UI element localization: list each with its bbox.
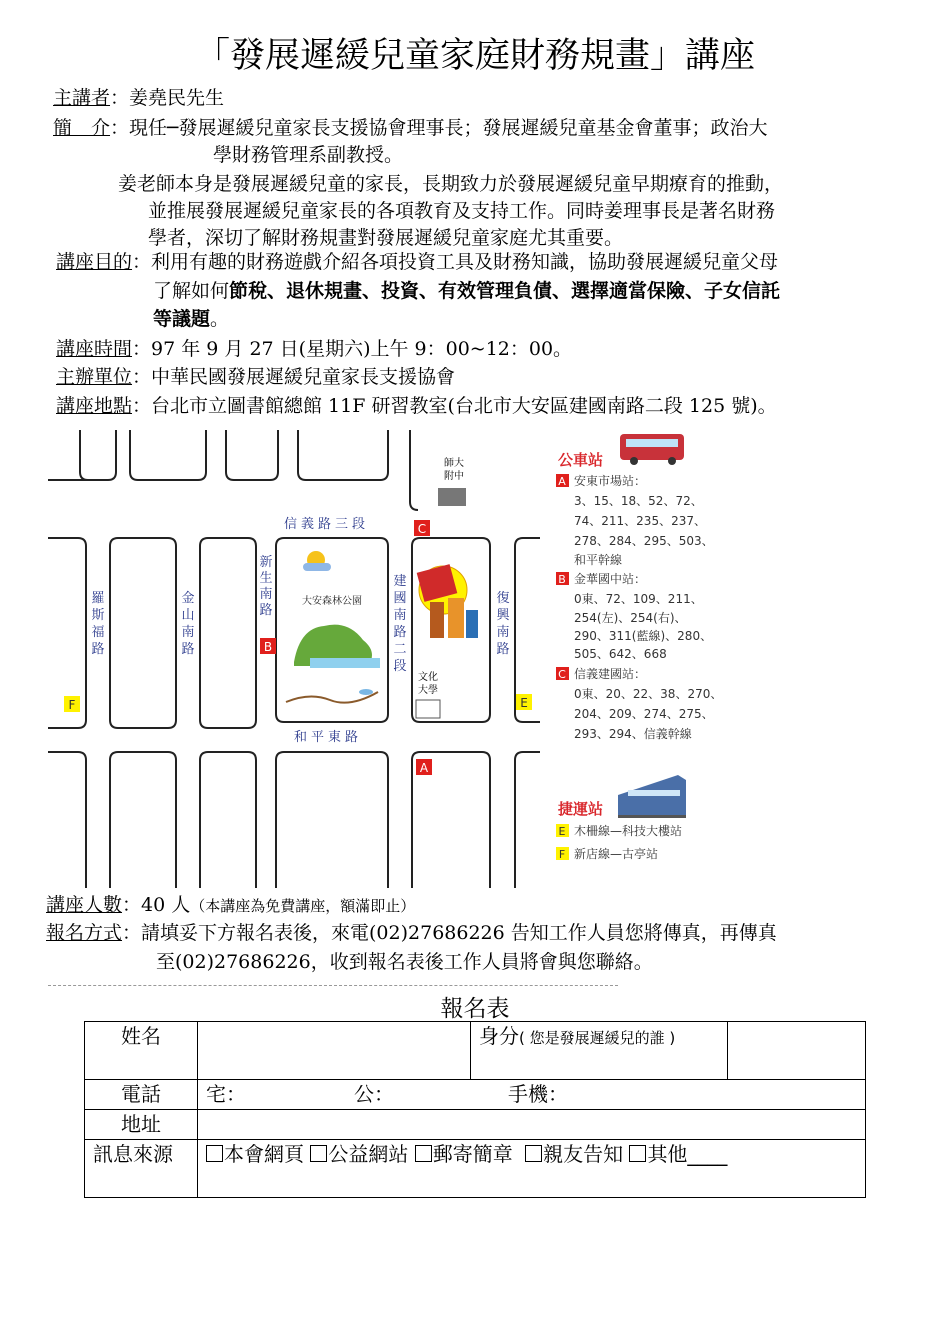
intro-line-1: [53, 114, 767, 142]
train-icon: [618, 775, 686, 818]
road-char: 段: [393, 659, 407, 674]
time-value: ：97 年 9 月 27 日(星期六)上午 9：00~12：00。: [132, 338, 573, 360]
checkbox-icon[interactable]: [206, 1145, 223, 1162]
road-char: 興: [496, 608, 510, 623]
park-illustration: [286, 551, 380, 703]
attendees-value: ：40 人: [122, 894, 191, 916]
road-char: 路: [181, 642, 195, 657]
venue-line: [56, 392, 777, 420]
building-icon: [438, 488, 466, 506]
bus-legend: [556, 434, 722, 741]
checkbox-icon[interactable]: [415, 1145, 432, 1162]
option-friends[interactable]: [525, 1142, 623, 1166]
purpose-label: 講座目的: [56, 251, 133, 273]
name-field[interactable]: [198, 1022, 471, 1080]
road-char: 二: [393, 642, 407, 657]
intro-para-3: 學者，深切了解財務規畫對發展遲緩兒童家庭尤其重要。: [148, 227, 624, 249]
identity-note: ( 您是發展遲緩兒的誰 ): [519, 1029, 676, 1047]
bus-marker-b-label: B: [558, 573, 566, 586]
cut-line: [48, 985, 618, 986]
mrt-heading: 捷運站: [558, 800, 604, 818]
road-char: 山: [181, 608, 195, 623]
name-label: 姓名: [85, 1022, 198, 1080]
option-label: 公益網站: [328, 1142, 409, 1166]
place-shida-2: 附中: [444, 471, 464, 482]
road-jianguo: [393, 573, 406, 674]
library-illustration: [417, 564, 478, 638]
bus-line-list: 0東、72、109、211、: [574, 592, 703, 606]
road-char: 金: [181, 591, 195, 606]
registration-form: [84, 1021, 866, 1198]
road-char: 羅: [91, 591, 105, 606]
identity-label-cell: [471, 1022, 728, 1080]
bus-marker-c-label: C: [558, 668, 566, 681]
mobile-phone-label: 手機：: [508, 1082, 568, 1106]
bus-stop-name: 金華國中站：: [574, 572, 647, 586]
option-label: 郵寄簡章: [432, 1142, 513, 1166]
fish-icon: [359, 689, 373, 695]
checkbox-icon[interactable]: [525, 1145, 542, 1162]
bus-line-list: 278、284、295、503、: [574, 534, 714, 548]
road-char: 路: [393, 625, 407, 640]
purpose-topics: 節稅、退休規畫、投資、有效管理負債、選擇適當保險、子女信託: [229, 280, 781, 302]
option-label: 本會網頁: [224, 1142, 304, 1166]
culture-building: [416, 670, 440, 718]
option-website[interactable]: [206, 1142, 304, 1166]
mrt-stop: 木柵線—科技大樓站: [574, 824, 683, 838]
purpose-text-1: ：利用有趣的財務遊戲介紹各項投資工具及財務知識，協助發展遲緩兒童父母: [132, 251, 779, 273]
bus-marker-a-label: A: [558, 475, 566, 488]
intro-para-1: 姜老師本身是發展遲緩兒童的家長，長期致力於發展遲緩兒童早期療育的推動，: [118, 173, 784, 195]
bus-stop-name: 安東市場站：: [574, 474, 647, 488]
marker-f-label: F: [68, 698, 76, 712]
phone-field[interactable]: [198, 1080, 866, 1110]
place-culture-2: 大學: [418, 685, 438, 696]
park-label: 大安森林公園: [302, 596, 362, 607]
bus-line-list: 0東、20、22、38、270、: [574, 687, 723, 701]
place-culture-1: 文化: [418, 672, 438, 683]
marker-b-label: B: [263, 640, 273, 654]
option-label: 其他____: [647, 1142, 728, 1166]
attendees-note: （本講座為免費講座，額滿即止）: [190, 897, 416, 915]
attendees-label: 講座人數: [46, 894, 123, 916]
intro-label: 簡 介: [53, 117, 111, 139]
road-blocks: [48, 430, 540, 888]
intro-text-1: ：現任─發展遲緩兒童家長支援協會理事長；發展遲緩兒童基金會董事；政治大: [110, 117, 768, 139]
source-label: 訊息來源: [85, 1140, 198, 1198]
intro-para-2: 並推展發展遲緩兒童家長的各項教育及支持工作。同時姜理事長是著名財務: [148, 200, 776, 222]
road-char: 國: [393, 591, 407, 606]
form-title: 報名表: [440, 996, 510, 1022]
purpose-line-2: [153, 277, 780, 305]
road-char: 南: [181, 625, 195, 640]
road-char: 路: [259, 603, 273, 618]
road-jinshan: [181, 590, 194, 657]
bus-line-list: 3、15、18、52、72、: [574, 494, 703, 508]
bus-line-list: 254(左)、254(右)、: [574, 611, 687, 625]
register-text-1: ：請填妥下方報名表後，來電(02)27686226 告知工作人員您將傳真，再傳真: [122, 922, 777, 944]
road-char: 南: [393, 608, 407, 623]
road-char: 南: [259, 587, 273, 602]
option-label: 親友告知: [543, 1142, 624, 1166]
register-text-2: 至(02)27686226，收到報名表後工作人員將會與您聯絡。: [156, 951, 653, 973]
attendees-line: [46, 891, 415, 920]
organizer-label: 主辦單位: [56, 366, 133, 388]
marker-a-label: A: [419, 761, 429, 775]
road-heping: 和平東路: [294, 730, 363, 745]
building-icon: [416, 700, 440, 718]
location-map: [48, 430, 748, 888]
speaker-value: 姜堯民先生: [129, 87, 225, 109]
road-xinyi: 信義路三段: [284, 517, 370, 532]
checkbox-icon[interactable]: [310, 1145, 327, 1162]
venue-value: ：台北市立圖書館總館 11F 研習教室(台北市大安區建國南路二段 125 號)。: [132, 395, 777, 417]
road-luosifu: [91, 591, 104, 657]
road-char: 斯: [91, 608, 105, 623]
bus-line-list: 和平幹線: [574, 553, 623, 567]
mrt-marker-e-label: E: [558, 825, 566, 838]
place-shida-1: 師大: [444, 458, 464, 469]
organizer-line: [56, 363, 455, 391]
register-label: 報名方式: [46, 922, 123, 944]
speaker-label: 主講者: [53, 87, 111, 109]
road-char: 福: [91, 625, 105, 640]
purpose-line-1: [56, 248, 778, 276]
source-options: [198, 1140, 866, 1198]
marker-e-label: E: [520, 696, 528, 710]
purpose-text-2: 了解如何: [153, 280, 230, 302]
purpose-period: 。: [210, 308, 230, 330]
bus-line-list: 293、294、信義幹線: [574, 727, 692, 741]
address-field[interactable]: [198, 1110, 866, 1140]
page-title: 「發展遲緩兒童家庭財務規畫」講座: [194, 36, 755, 76]
road-char: 建: [393, 574, 407, 589]
intro-text-2: 學財務管理系副教授。: [213, 144, 404, 166]
shida-building: [438, 456, 466, 506]
bus-line-list: 290、311(藍線)、280、: [574, 629, 713, 643]
road-char: 生: [259, 571, 273, 586]
marker-c-label: C: [417, 522, 427, 536]
address-label: 地址: [85, 1110, 198, 1140]
home-phone-label: 宅：: [206, 1082, 246, 1106]
road-char: 南: [496, 625, 510, 640]
register-line-1: [46, 919, 777, 947]
organizer-value: ：中華民國發展遲緩兒童家長支援協會: [132, 366, 456, 388]
bus-stop-name: 信義建國站：: [574, 667, 647, 681]
time-label: 講座時間: [56, 338, 133, 360]
time-line: [56, 335, 572, 363]
purpose-line-3: [153, 305, 229, 333]
road-char: 新: [259, 555, 273, 570]
speaker-line: [53, 84, 224, 112]
phone-label: 電話: [85, 1080, 198, 1110]
office-phone-label: 公：: [354, 1082, 394, 1106]
bus-icon: [620, 434, 684, 465]
identity-field[interactable]: [728, 1022, 866, 1080]
road-char: 路: [91, 642, 105, 657]
option-other[interactable]: [629, 1142, 727, 1166]
road-xinsheng: [259, 555, 272, 618]
bus-line-list: 74、211、235、237、: [574, 514, 706, 528]
bus-line-list: 505、642、668: [574, 647, 667, 661]
road-fuxing: [496, 591, 510, 657]
road-char: 路: [496, 642, 510, 657]
purpose-topics-end: 等議題: [153, 308, 211, 330]
mrt-stop: 新店線—古亭站: [574, 847, 659, 861]
mrt-marker-f-label: F: [558, 848, 566, 861]
option-charity-site[interactable]: [310, 1142, 408, 1166]
venue-label: 講座地點: [56, 395, 133, 417]
mrt-legend: [556, 775, 686, 861]
checkbox-icon[interactable]: [629, 1145, 646, 1162]
bus-heading: 公車站: [558, 451, 604, 469]
identity-label: 身分: [479, 1024, 519, 1048]
road-char: 復: [496, 591, 510, 606]
option-mail[interactable]: [415, 1142, 513, 1166]
speaker-colon: ：: [110, 87, 130, 109]
bus-line-list: 204、209、274、275、: [574, 707, 714, 721]
